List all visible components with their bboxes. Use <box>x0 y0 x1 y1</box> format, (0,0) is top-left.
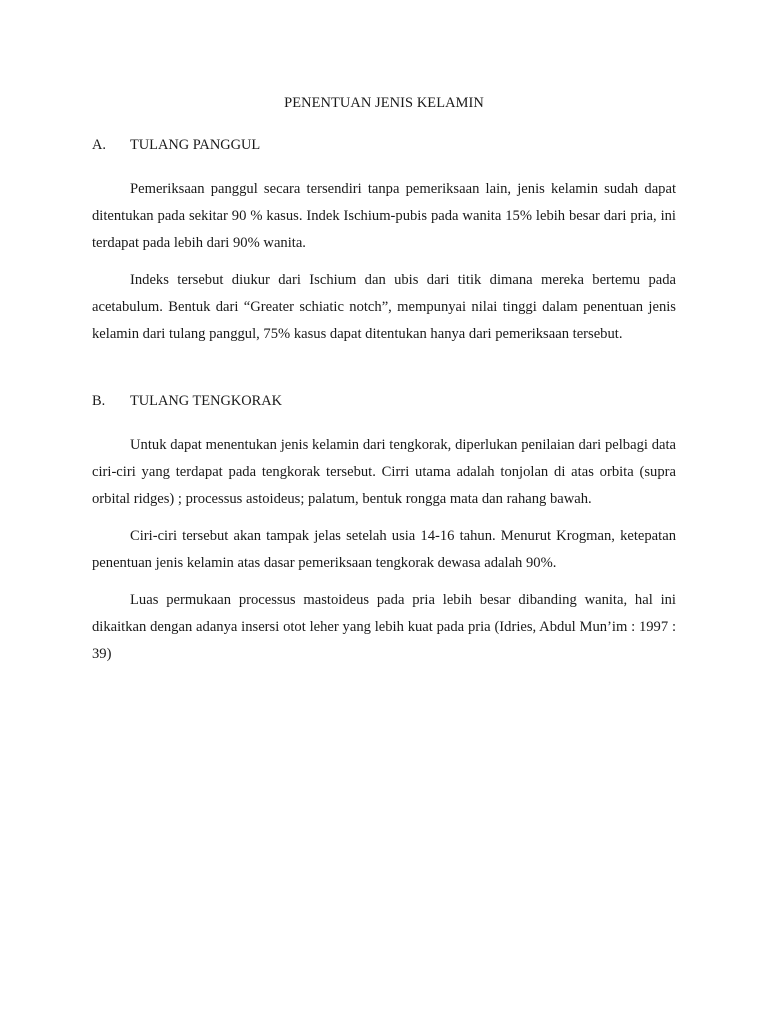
paragraph: Luas permukaan processus mastoideus pada pria lebih besar dibanding wanita, hal ini dikaitkan dengan adanya insersi otot leher yang lebih kuat pada pria (Idries, Abdul Mun’im : 1997 : 39) <box>92 592 676 662</box>
document-title: PENENTUAN JENIS KELAMIN <box>284 95 484 111</box>
paragraph-gap <box>92 577 676 587</box>
section-tulang-panggul <box>92 135 676 348</box>
paragraph: Indeks tersebut diukur dari Ischium dan ubis dari titik dimana mereka bertemu pada acetabulum. Bentuk dari “Greater schiatic notch”, mempunyai nilai tinggi dalam penentuan jenis kelamin dari tulang panggul, 75% kasus dapat ditentukan hanya dari pemeriksaan tersebut. <box>92 272 676 342</box>
section-heading <box>92 391 676 411</box>
section-gap <box>92 348 676 391</box>
section-tulang-tengkorak <box>92 391 676 668</box>
paragraph: Pemeriksaan panggul secara tersendiri tanpa pemeriksaan lain, jenis kelamin sudah dapat ditentukan pada sekitar 90 % kasus. Indek Ischium-pubis pada wanita 15% lebih besar dari pria, ini terdapat pada lebih dari 90% wanita. <box>92 181 676 251</box>
section-title: TULANG TENGKORAK <box>130 393 283 409</box>
section-letter: B. <box>92 393 106 409</box>
section-title: TULANG PANGGUL <box>130 137 261 153</box>
paragraph: Untuk dapat menentukan jenis kelamin dari tengkorak, diperlukan penilaian dari pelbagi data ciri-ciri yang terdapat pada tengkorak tersebut. Cirri utama adalah tonjolan di atas orbita (supra orbital ridges) ; processus astoideus; palatum, bentuk rongga mata dan rahang bawah. <box>92 437 676 507</box>
paragraph-gap <box>92 257 676 267</box>
paragraph: Ciri-ciri tersebut akan tampak jelas setelah usia 14-16 tahun. Menurut Krogman, ketepatan penentuan jenis kelamin atas dasar pemeriksaan tengkorak dewasa adalah 90%. <box>92 528 676 571</box>
section-heading <box>92 135 676 155</box>
paragraph-gap <box>92 513 676 523</box>
section-letter: A. <box>92 137 106 153</box>
